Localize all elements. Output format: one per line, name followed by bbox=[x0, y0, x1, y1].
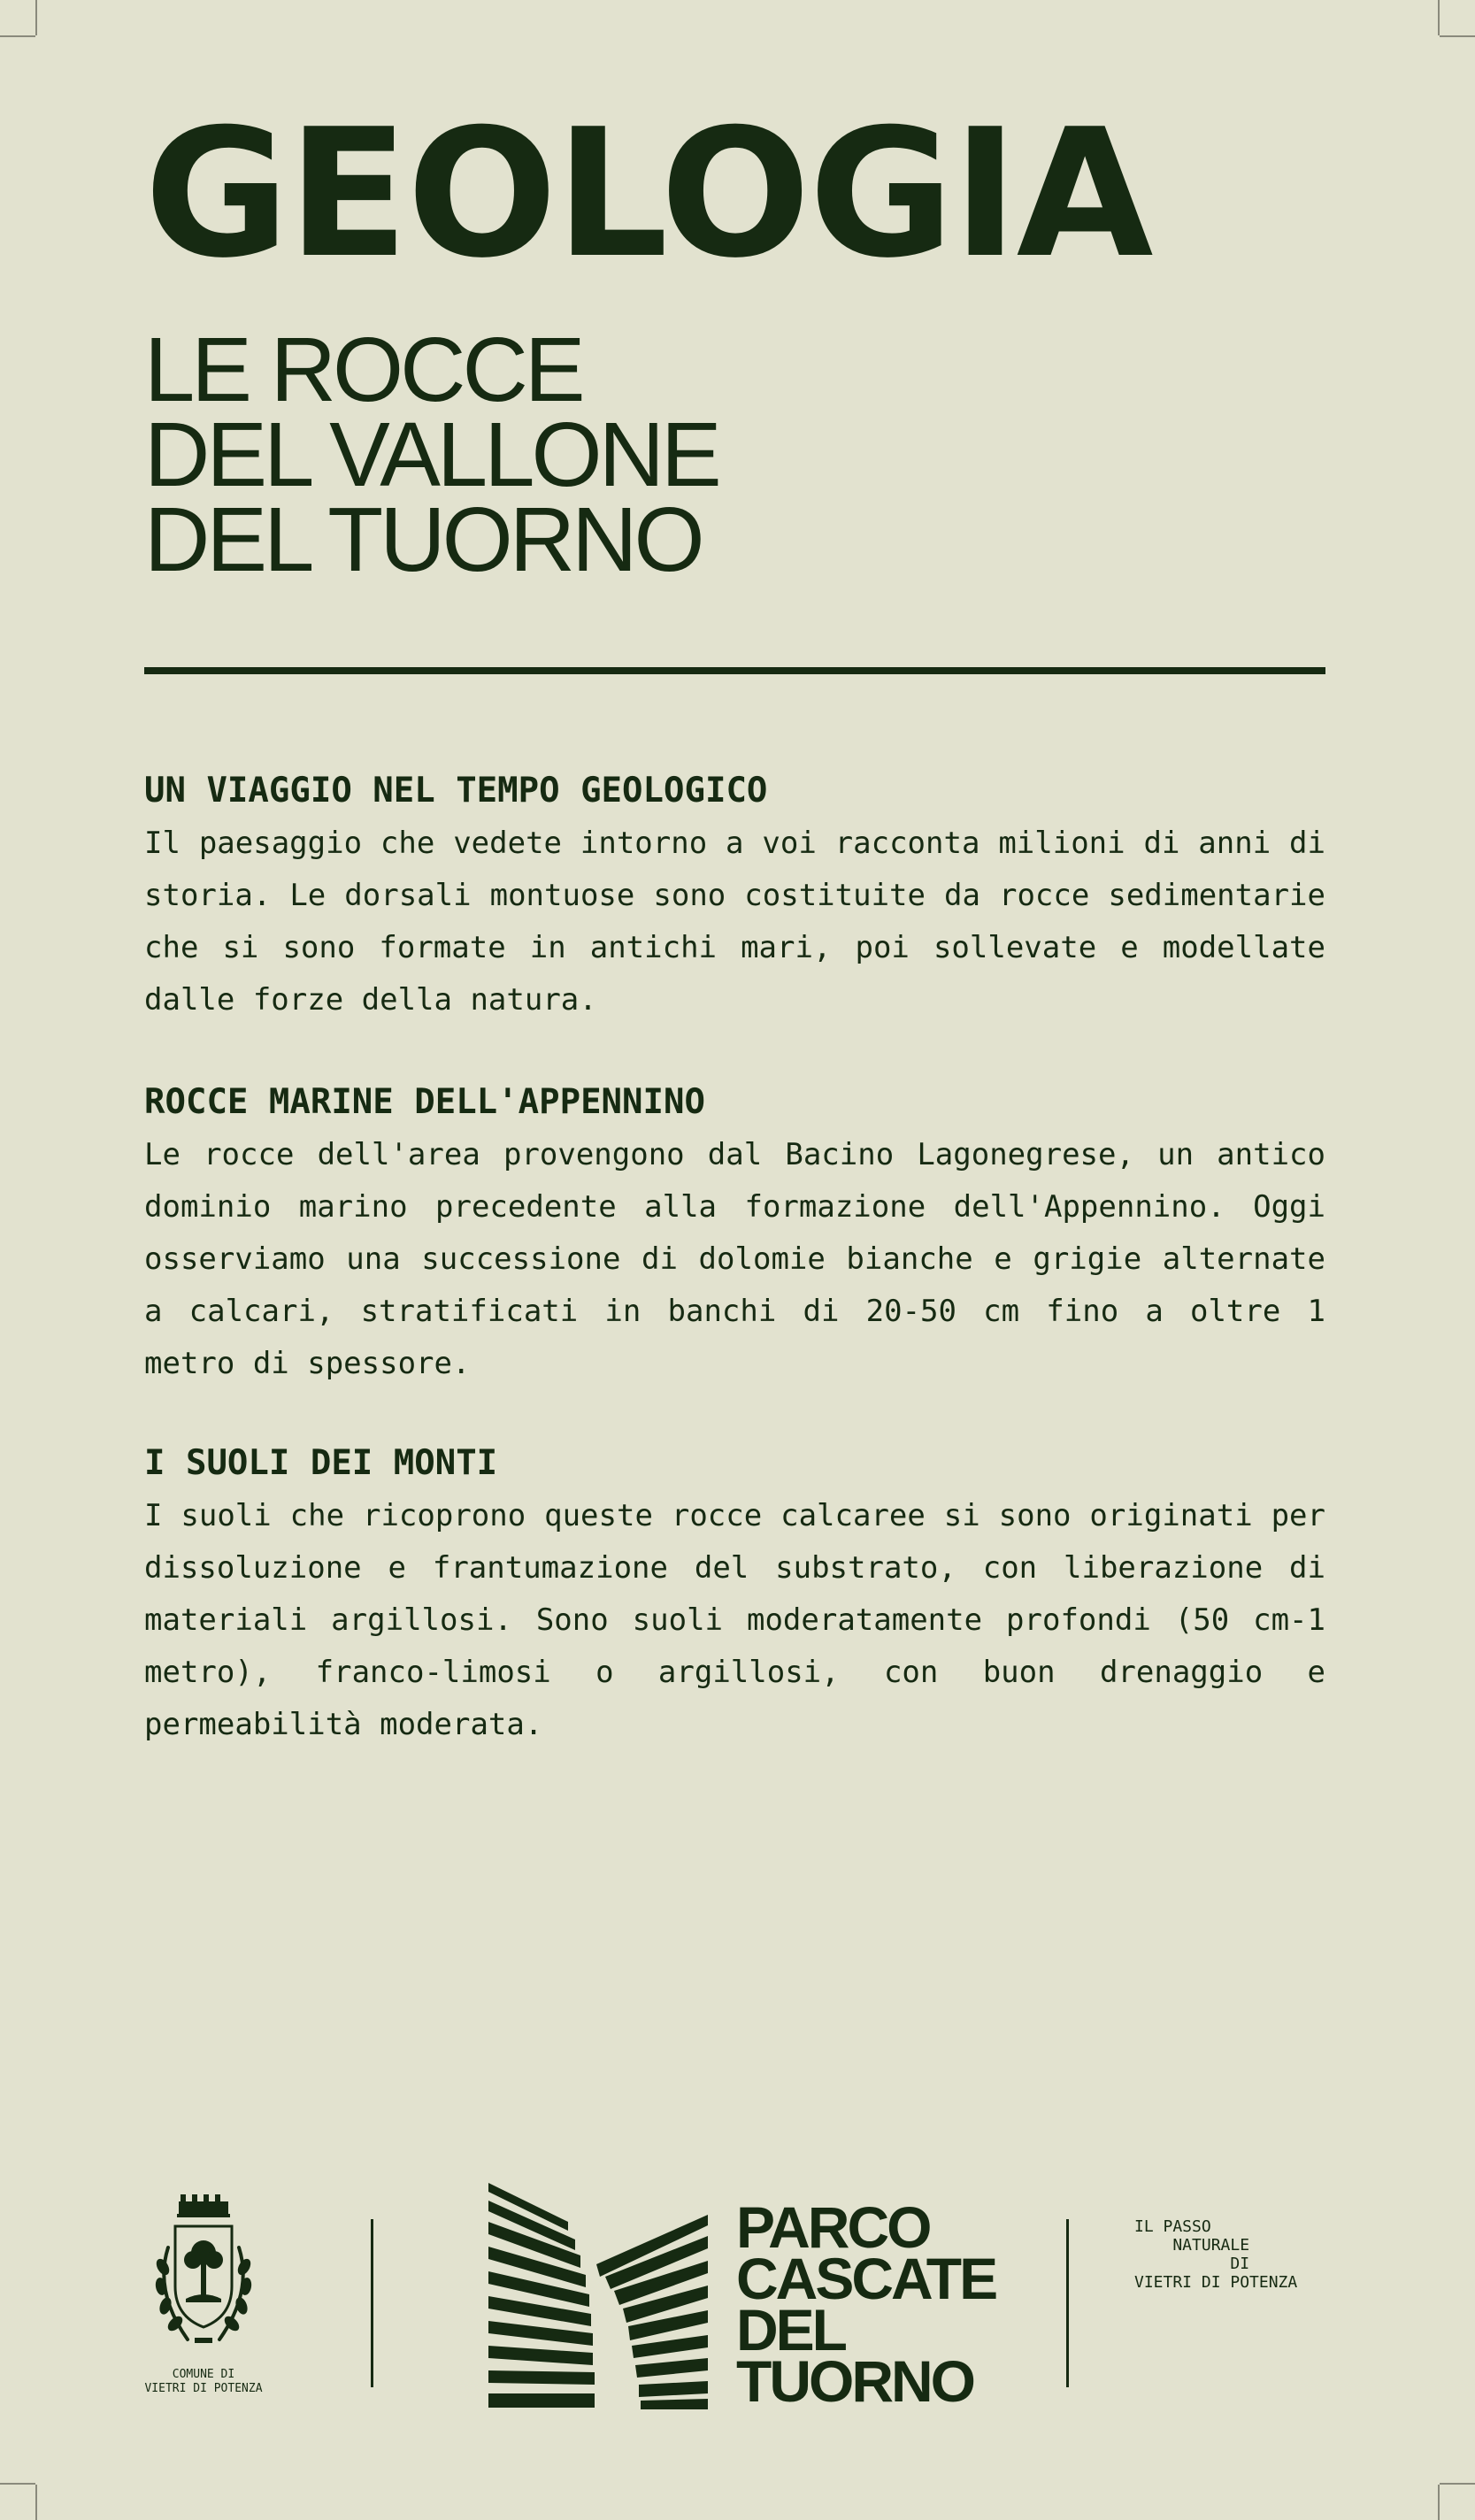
section-body: Le rocce dell'area provengono dal Bacino Lagonegrese, un antico dominio marino precedente alla formazione dell'Appennino. Oggi osserviamo una successione di dolomie bianche e grigie alternate a calcari, stratificati in banchi di 20-50 cm fino a oltre 1 metro di spessore. bbox=[144, 1137, 1325, 1381]
crop-mark bbox=[35, 2485, 37, 2520]
passo-naturale-logo bbox=[1134, 2217, 1329, 2292]
comune-logo bbox=[142, 2194, 265, 2396]
footer-separator bbox=[1066, 2219, 1069, 2387]
footer-separator bbox=[371, 2219, 373, 2387]
page-title: GEOLOGIA bbox=[144, 91, 1152, 297]
passo-line: VIETRI DI POTENZA bbox=[1134, 2273, 1298, 2292]
passo-line: IL PASSO bbox=[1134, 2217, 1211, 2236]
comune-label: COMUNE DI VIETRI DI POTENZA bbox=[144, 2368, 263, 2395]
crop-mark bbox=[1440, 2483, 1475, 2485]
crop-mark bbox=[0, 2483, 35, 2485]
park-logo bbox=[487, 2181, 717, 2416]
crop-mark bbox=[1438, 0, 1440, 35]
crop-mark bbox=[0, 35, 35, 37]
section-body: I suoli che ricoprono queste rocce calcaree si sono originati per dissoluzione e frantumazione del substrato, con liberazione di materiali argillosi. Sono suoli moderatamente profondi (50 cm-1 metro), franco-limosi o argillosi, con buon drenaggio e permeabilità moderata. bbox=[144, 1498, 1325, 1742]
section-rocce-marine bbox=[144, 1078, 1325, 1390]
park-name: PARCO CASCATE DEL TUORNO bbox=[736, 2194, 996, 2414]
crop-mark bbox=[1438, 2485, 1440, 2520]
crop-mark bbox=[1440, 35, 1475, 37]
passo-line: DI bbox=[1134, 2255, 1250, 2273]
section-heading: ROCCE MARINE DELL'APPENNINO bbox=[144, 1082, 705, 1122]
coat-of-arms-icon bbox=[142, 2194, 265, 2362]
section-body: Il paesaggio che vedete intorno a voi racconta milioni di anni di storia. Le dorsali montuose sono costituite da rocce sedimentarie che si sono formate in antichi mari, poi sollevate e modellate dalle forze della natura. bbox=[144, 826, 1325, 1018]
page-subtitle: LE ROCCE DEL VALLONE DEL TUORNO bbox=[144, 319, 718, 590]
section-heading: UN VIAGGIO NEL TEMPO GEOLOGICO bbox=[144, 771, 768, 811]
section-suoli bbox=[144, 1439, 1325, 1751]
section-viaggio bbox=[144, 766, 1325, 1026]
passo-line: NATURALE bbox=[1134, 2236, 1250, 2255]
section-heading: I SUOLI DEI MONTI bbox=[144, 1443, 498, 1483]
stacked-layers-icon bbox=[487, 2181, 717, 2411]
crop-mark bbox=[35, 0, 37, 35]
divider bbox=[144, 667, 1325, 674]
